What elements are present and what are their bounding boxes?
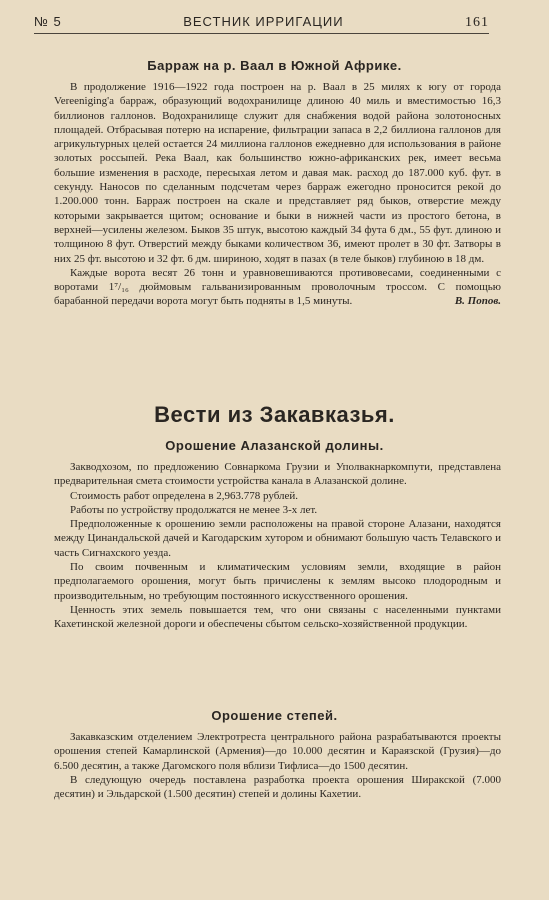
paragraph: В продолжение 1916—1922 года построен на р. Ваал в 25 милях к югу от города Vereeniging'а барраж, образующий водохранилище длиною 40 миль и вместимостью 16,3 биллионов галлонов. Водохранилище служит для снабжения водой района золотоносных площадей. Отбрасывая потерю на испарение, фильтрации запаса в 2,2 биллиона галлонов для агрикультурных целей остается 24 миллиона галлонов ежедневно для использования в районе золотых россыпей. Река Ваал, как большинство южно-африканских рек, имеет весьма большие изменения в расходе, пересыхая летом и давая мак. расход до 187.000 куб. фут. в секунду. Наносов по сделанным подсчетам через барраж ежегодно проносится рекой до 1.200.000 тонн. Барраж построен на скале и представляет ряд быков, отверстие между которыми закрывается щитом; основание и быки в нижней части из простого бетона, в верхней—усилены железом. Быков 35 штук, высотою каждый 34 фута 6 дм., 55 фут. длиною и толщиною 8 фут. Отверстий между быками количеством 36, имеют пролет в 30 фт. Затворы в них 25 фт. высотою и 32 фт. 6 дм. шириною, ходят в пазах (в теле быков) глубиною в 18 дм. bbox=[54, 81, 501, 265]
article-body-alazan bbox=[54, 460, 501, 632]
issue-number: № 5 bbox=[34, 14, 62, 29]
author-signature: В. Попов. bbox=[454, 295, 501, 308]
paragraph: Закавказским отделением Электротреста центрального района разрабатываются проекты орошения степей Камарлинской (Армения)—до 10.000 десятин и Караязской (Грузия)—до 6.500 десятин, а также Дагомского поля вблизи Тифлиса—до 1500 десятин. bbox=[54, 731, 501, 772]
article-body-steppes bbox=[54, 730, 501, 801]
paragraph: Предположенные к орошению земли расположены на правой стороне Алазани, находятся между Цинандальской дачей и Кагодарским хутором и обнимают большую часть Телавского и часть Сигнахского уезда. bbox=[54, 518, 501, 559]
paragraph: В следующую очередь поставлена разработка проекта орошения Ширакской (7.000 десятин) и Эльдарской (1.500 десятин) степей и долины Кахетии. bbox=[54, 773, 501, 801]
journal-title: ВЕСТНИК ИРРИГАЦИИ bbox=[183, 14, 344, 29]
paragraph: Каждые ворота весят 26 тонн и уравновешиваются противовесами, соединенными с воротами 1⁷/₁₆ дюймовым гальванизированным проволочным троссом. С помощью барабанной передачи ворота могут быть подняты в 1,5 минуты. bbox=[54, 266, 501, 308]
page-number: 161 bbox=[464, 15, 489, 30]
paragraph: По своим почвенным и климатическим условиям земли, входящие в район предполагаемого орошения, могут быть причислены к землям высоко плодородным и производительным, но требующим постоянного искусственного орошения. bbox=[54, 561, 501, 602]
article-title-alazan: Орошение Алазанской долины. bbox=[165, 438, 384, 453]
article-title-vaal: Барраж на р. Ваал в Южной Африке. bbox=[147, 58, 402, 73]
article-body-vaal bbox=[54, 80, 501, 309]
article-title-steppes: Орошение степей. bbox=[211, 708, 338, 723]
paragraph: Стоимость работ определена в 2,963.778 рублей. bbox=[70, 489, 299, 502]
paragraph: Закводхозом, по предложению Совнаркома Грузии и Уполвакнаркомпути, представлена предварительная смета стоимости устройства канала в Алазанской долине. bbox=[54, 461, 501, 488]
paragraph: Ценность этих земель повышается тем, что они связаны с населенными пунктами Кахетинской железной дороги и обеспечены сбытом сельско-хозяйственной продукции. bbox=[54, 603, 501, 631]
paragraph: Работы по устройству продолжатся не менее 3-х лет. bbox=[70, 503, 318, 516]
section-title: Вести из Закавказья. bbox=[154, 402, 395, 427]
running-header bbox=[34, 14, 489, 34]
